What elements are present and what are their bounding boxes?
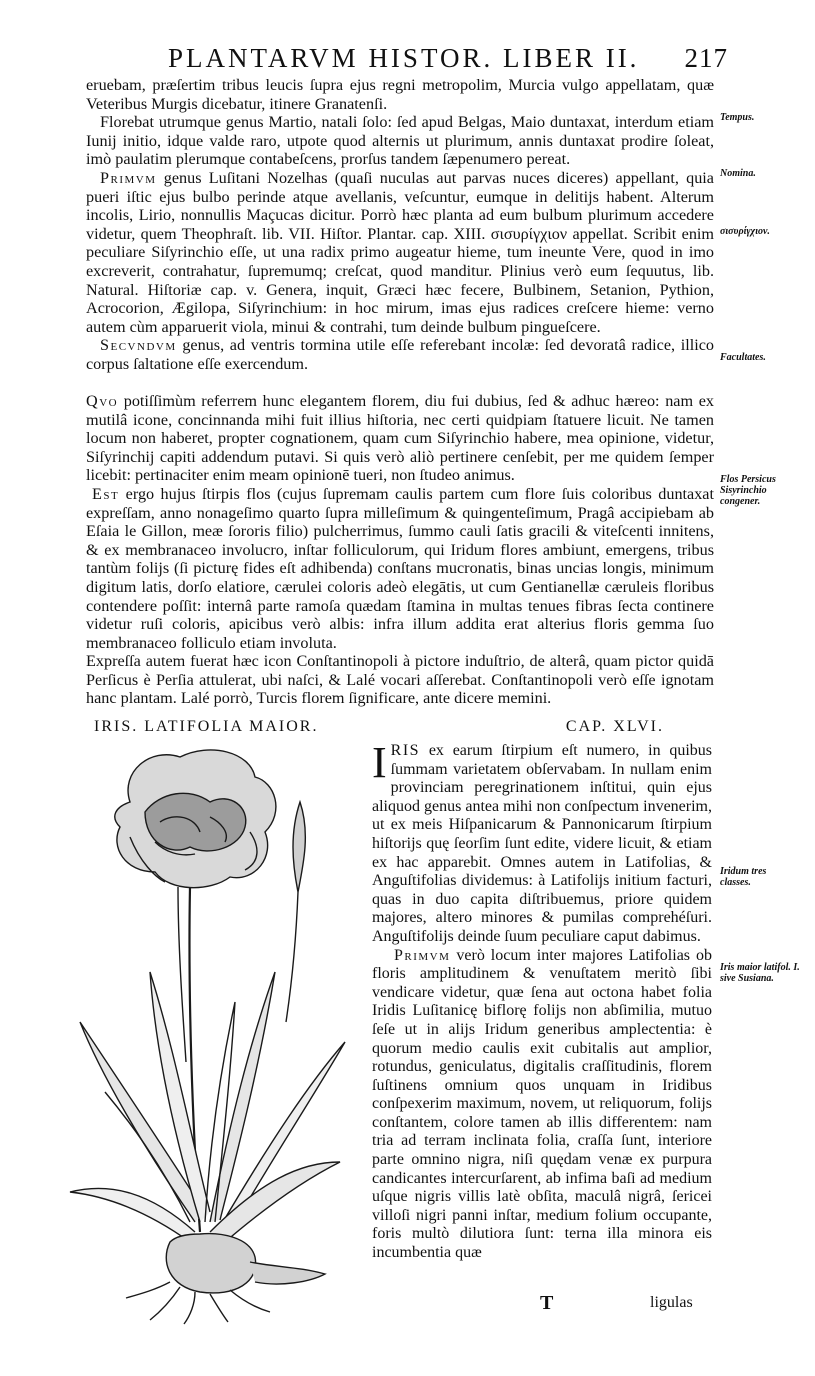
paragraph: Expreſſa autem fuerat hæc icon Conſtantinopoli à pictore induſtrio, de alterâ, quam pictor quidā Perſicus è Perſia attulerat, ubi naſci, & Lalé vocari aſſerebat. Conſtantinopoli verò eſſe ignotam hanc plantam. Lalé porrò, Turcis florem ſignificare, ante dicere memini. — [86, 652, 714, 708]
paragraph: RIS ex earum ſtirpium eſt numero, in quibus ſummam varietatem obſervabam. In nullam enim provinciam peregrinationem inſtitui, quin ejus aliquod genus antea mihi non conſpectum invenerim, ut ex meis Hiſpanicarum & Pannonicarum ſtirpium hiſtorijs quę ſeorſim ſunt edite, videre licuit, & etiam ex hac apparebit. Omnes autem in Latifolias, & Anguſtifolias dividemus: à Latifolijs initium facturi, quas in duo capita diſtribuemus, priore quidem majores, altero minores & pumilas comprehéſuri. Anguſtifolijs deinde ſuum peculiare caput dabimus. — [372, 742, 712, 945]
running-header — [168, 40, 728, 76]
text-block-upper — [86, 76, 714, 374]
lead-word: Est — [92, 484, 120, 503]
margin-note: Iris maior latifol. I. sive Susiana. — [720, 962, 800, 984]
paragraph: Primvm genus Luſitani Nozelhas (quaſi nuculas aut parvas nuces diceres) appellant, quia pueri iſtic ejus bulbo perinde atque avellanis, veſcuntur, eumque in delitijs habent. Alterum incolis, Lirio, nonnullis Maçucas dicitur. Porrò hæc planta ad eum bulbum plurimum accedere videtur, quem Theophraſt. lib. VII. Hiſtor. Plantar. cap. XIII. σισυρίγχιον appellat. Scribit enim peculiare Siſyrinchio eſſe, ut una radix primo augeatur hieme, tum ineunte Vere, quod in imo excreverit, contrahatur, ſupremumq; creſcat, quod manditur. Plinius verò eum ſequutus, lib. Natural. Hiſtoriæ cap. v. Genera, inquit, Græci hæc fecere, Bulbinem, Setanion, Pythion, Acrocorion, Ægilopa, Siſyrinchium: in hoc mirum, imas ejus radices creſcere hieme: verno autem cùm apparuerit viola, minui & contrahi, tum deinde bulbum pingueſcere. — [86, 168, 714, 336]
iris-woodcut-illustration — [60, 742, 360, 1327]
chapter-heading — [86, 718, 714, 742]
margin-note: Nomina. — [720, 168, 756, 179]
chapter-text-column — [372, 738, 713, 1263]
margin-note: Facultates. — [720, 352, 766, 363]
text-block-middle — [86, 392, 714, 652]
margin-note: Tempus. — [720, 112, 755, 123]
lead-word: RIS — [390, 742, 421, 759]
paragraph: Est ergo hujus ſtirpis flos (cujus ſupremam caulis partem cum flore ſuis coloribus duntaxat expreſſam, anno nonageſimo quarto ſupra milleſimum & quingenteſimum, Pragâ accipiebam ab Eſaia le Gillon, meæ ſororis filio) pulcherrimus, ſummo cauli ſatis gracili & viteſcenti innitens, & ex membranaceo involucro, inſtar folliculorum, qui Iridum flores ambiunt, emergens, tribus tantùm folijs (ſi picturę fides eſt adhibenda) conſtans mucronatis, binas uncias longis, minimum digitum latis, dorſo elatiore, cærulei coloris adeò elegātis, ut cum Gentianellæ cæruleis floribus contendere poſſit: internâ parte ramoſa quædam ſtamina in multas tenues fibras ſecta continere videtur ruſi coloris, apicibus verò albis: infra illum addita erat alterius floris gemma ſuo membranaceo folliculo etiam involuta. — [86, 484, 714, 652]
chapter-title: IRIS. LATIFOLIA MAIOR. — [94, 718, 319, 735]
paragraph: eruebam, præſertim tribus leucis ſupra ejus regni metropolim, Murcia vulgo appellatam, quæ Veteribus Murgis dicebatur, itinere Granatenſi. — [86, 76, 714, 113]
paragraph: Qvo potiſſimùm referrem hunc elegantem florem, diu fui dubius, ſed & adhuc hæreo: nam ex mutilâ icone, concinnanda mihi fuit illius hiſtoria, nec certi quidpiam ſtatuere licuit. Ne tamen locum non haberet, propter cognationem, quam cum Siſyrinchio habere, mea opinione, videtur, Siſyrinchij capiti addendum putavi. Si quis verò aliò pertinere cenſebit, per me quidem ſemper licebit: pertinaciter enim meam opinionē tueri, non ſtudeo animus. — [86, 392, 714, 485]
margin-note: σισυρίγχιον. — [720, 226, 770, 237]
paragraph: Secvndvm genus, ad ventris tormina utile eſſe referebant incolæ: ſed devoratâ radice, illico corpus ſaltatione eſſe exercendum. — [86, 336, 715, 373]
drop-cap-initial: I — [372, 738, 387, 787]
chapter-number: CAP. XLVI. — [565, 718, 664, 735]
paragraph: Primvm verò locum inter majores Latifolias ob floris amplitudinem & venuſtatem meritò ſibi vendicare videtur, quæ ſena aut octona habet folia Iridis Luſitanicę biflorę folijs non abſimilia, mutuo ſeſe ut in alijs Iridum generibus amplectentia: è quorum medio caulis exit cubitalis aut amplior, rotundus, geniculatus, digitalis craſſitudinis, florem ſuſtinens omnium quos unquam in Iridibus conſpexerim maximum, novem, ut reliquorum, folijs conſtantem, colore tamen ab illis differentem: nam tria ad terram inclinata folia, craſſa ſunt, interiore parte omnino nigra, niſi quędam venæ ex purpura candicantes intercurſarent, ab infima baſi ad medium uſque nigris villis latè obſita, maculâ nigrâ, ſericei villoſi nigri panni inſtar, medium folium occupante, foris multò dilutiora ſunt: terna illa minora eis incumbentia quæ — [372, 946, 713, 1262]
page-number: 217 — [684, 43, 728, 73]
lead-word: Primvm — [394, 946, 451, 964]
lead-word: Qvo — [86, 392, 119, 410]
paragraph: Florebat utrumque genus Martio, natali ſolo: ſed apud Belgas, Maio duntaxat, interdum etiam Iunij initio, idque valde raro, utpote quod alternis ut plurimum, annis duntaxat prodire ſoleat, imò paulatim plerumque contabeſcens, prorſus tandem ſæpenumero pereat. — [86, 113, 714, 169]
signature-mark: T — [540, 1292, 554, 1314]
lead-word: Primvm — [100, 168, 157, 187]
header-title: PLANTARVM HISTOR. LIBER II. — [168, 43, 640, 73]
catchword: ligulas — [650, 1294, 693, 1311]
text-block-lower — [86, 652, 714, 708]
margin-note: Iridum tres classes. — [720, 866, 767, 888]
margin-note: Flos Persicus Sisyrinchio congener. — [720, 474, 776, 507]
lead-word: Secvndvm — [100, 336, 177, 355]
